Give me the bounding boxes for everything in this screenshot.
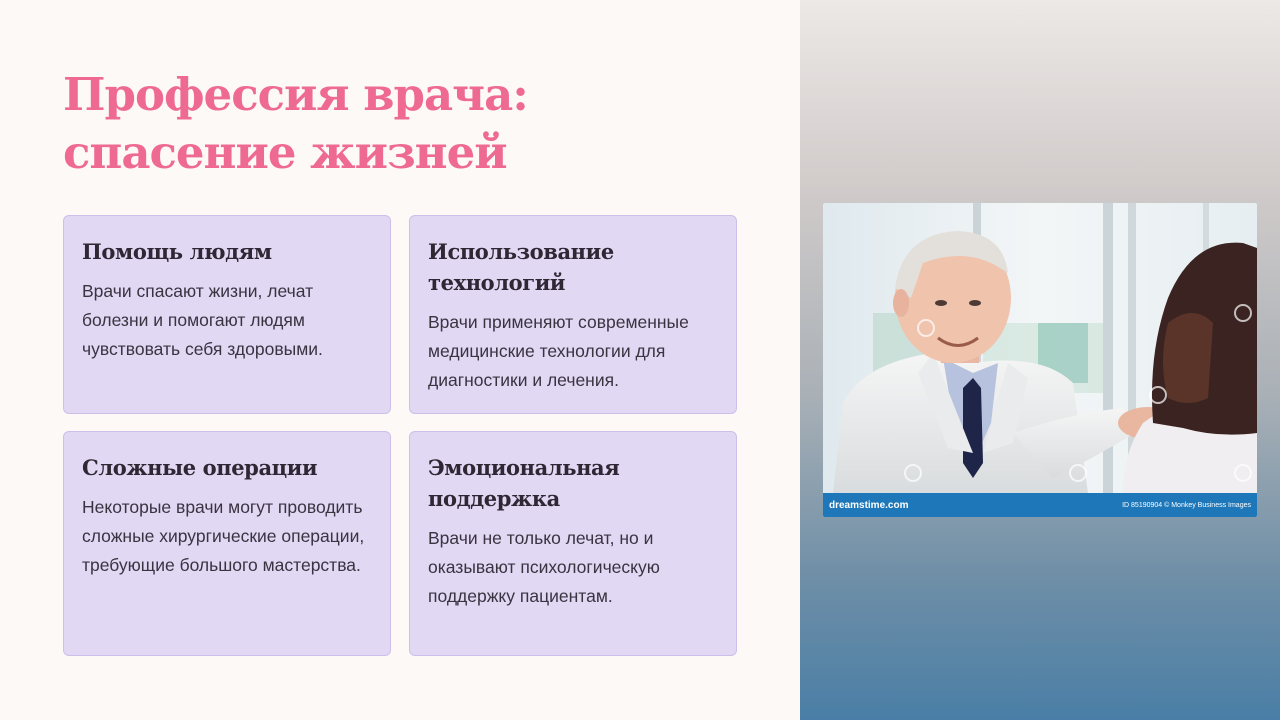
watermark-credit: ID 85190904 © Monkey Business Images (1122, 501, 1251, 509)
card-text: Врачи спасают жизни, лечат болезни и помогают людям чувствовать себя здоровыми. (82, 281, 323, 359)
card-emotional-support (409, 431, 737, 656)
card-text: Врачи применяют современные медицинские технологии для диагностики и лечения. (428, 312, 689, 390)
card-heading: Эмоциональная поддержка (428, 455, 620, 511)
page-title: Профессия врача: спасение жизней (63, 68, 528, 179)
doctor-photo (823, 203, 1257, 517)
card-technology (409, 215, 737, 414)
card-text: Врачи не только лечат, но и оказывают психологическую поддержку пациентам. (428, 528, 660, 606)
image-panel (800, 0, 1280, 720)
watermark-logo: dreamstime.com (829, 499, 909, 511)
card-heading: Помощь людям (82, 239, 272, 264)
card-heading: Сложные операции (82, 455, 318, 480)
card-help-people (63, 215, 391, 414)
card-heading: Использование технологий (428, 239, 614, 295)
watermark-bar (823, 493, 1257, 517)
doctor-patient-illustration (823, 203, 1257, 517)
card-surgery (63, 431, 391, 656)
card-text: Некоторые врачи могут проводить сложные хирургические операции, требующие большого мастерства. (82, 497, 365, 575)
